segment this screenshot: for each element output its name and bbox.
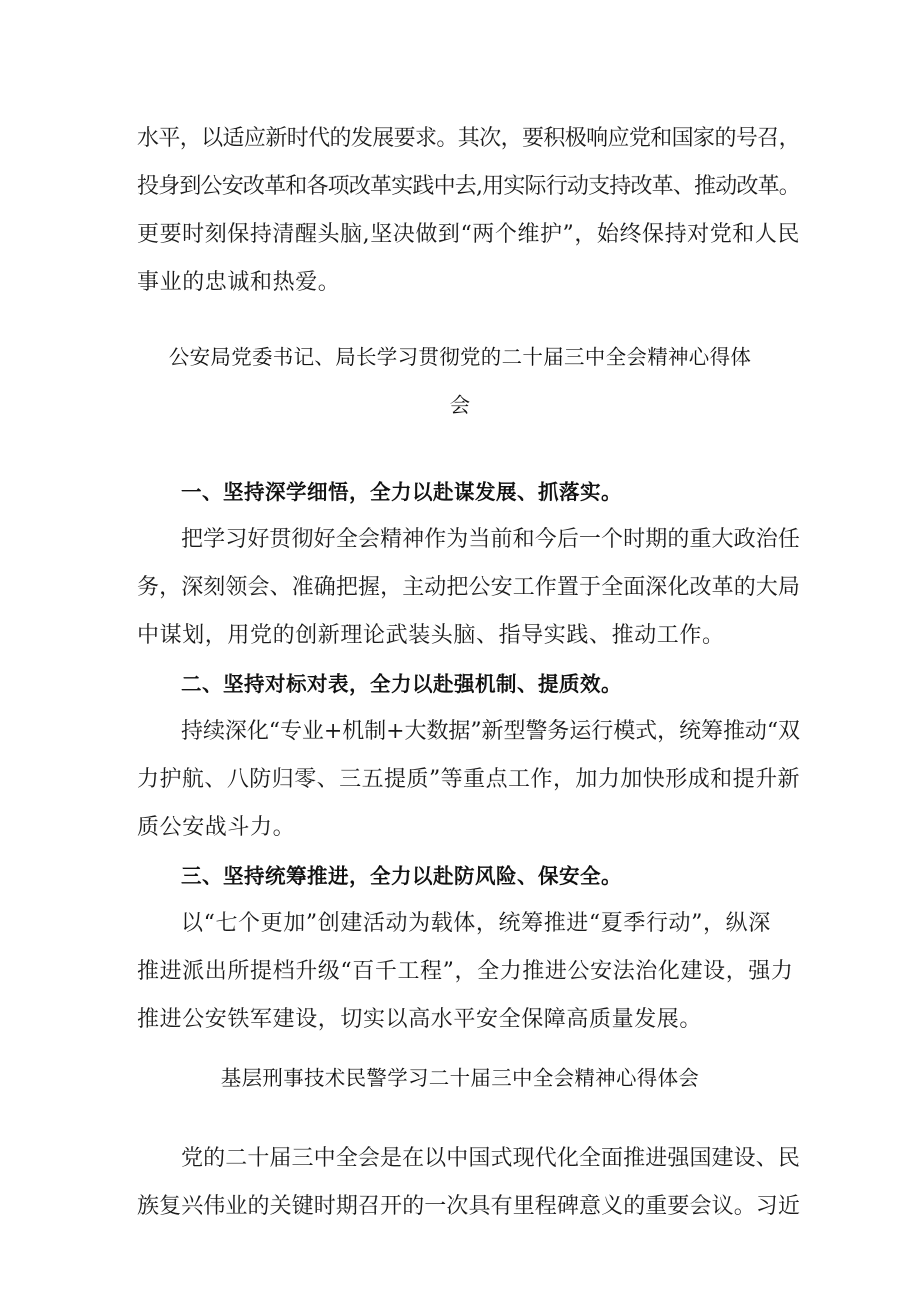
section1-line-1: 把学习好贯彻好全会精神作为当前和今后一个时期的重大政治任 (181, 527, 800, 552)
section2-heading: 二、坚持对标对表，全力以赴强机制、提质效。 (181, 672, 622, 696)
section2-line-2: 力护航、八防归零、三五提质”等重点工作，加力加快形成和提升新 (137, 767, 800, 792)
section3-line-3: 推进公安铁军建设，切实以高水平安全保障高质量发展。 (137, 1007, 703, 1032)
section3-line-1: 以“七个更加”创建活动为载体，统筹推进“夏季行动”，纵深 (181, 911, 771, 936)
section1-line-2: 务，深刻领会、准确把握，主动把公安工作置于全面深化改革的大局 (137, 575, 800, 600)
section1-line-3: 中谋划，用党的创新理论武装头脑、指导实践、推动工作。 (137, 623, 725, 648)
section3-line-2: 推进派出所提档升级“百千工程”，全力推进公安法治化建设，强力 (137, 959, 794, 984)
section3-heading: 三、坚持统筹推进，全力以赴防风险、保安全。 (181, 864, 622, 888)
intro-line-1: 水平，以适应新时代的发展要求。其次，要积极响应党和国家的号召， (137, 126, 800, 151)
article1-title-line2: 会 (449, 393, 471, 417)
section2-line-1: 持续深化“专业+机制+大数据”新型警务运行模式，统筹推动“双 (181, 719, 800, 744)
intro-line-2: 投身到公安改革和各项改革实践中去,用实际行动支持改革、推动改革。 (137, 174, 800, 199)
article2-title: 基层刑事技术民警学习二十届三中全会精神心得体会 (220, 1066, 700, 1090)
article1-title-line1: 公安局党委书记、局长学习贯彻党的二十届三中全会精神心得体 (168, 345, 752, 369)
intro-line-4: 事业的忠诚和热爱。 (137, 270, 341, 295)
article2-line-2: 族复兴伟业的关键时期召开的一次具有里程碑意义的重要会议。习近 (137, 1194, 800, 1219)
intro-line-3: 更要时刻保持清醒头脑,坚决做到“两个维护”，始终保持对党和人民 (137, 222, 800, 247)
section1-heading: 一、坚持深学细悟，全力以赴谋发展、抓落实。 (181, 480, 622, 504)
article2-line-1: 党的二十届三中全会是在以中国式现代化全面推进强国建设、民 (181, 1146, 800, 1171)
section2-line-3: 质公安战斗力。 (137, 815, 296, 840)
